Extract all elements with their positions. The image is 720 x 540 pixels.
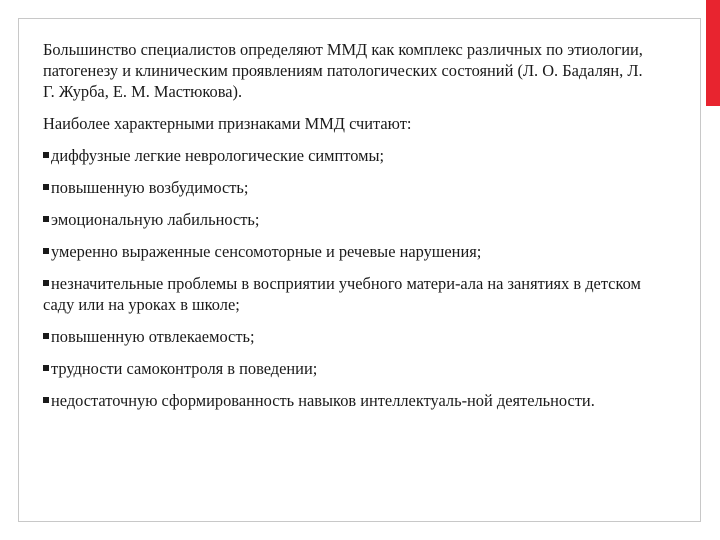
list-item: [43, 145, 643, 166]
square-bullet-icon: [43, 365, 49, 371]
list-item-text: трудности самоконтроля в поведении;: [51, 359, 318, 378]
list-item: [43, 241, 643, 262]
list-item: [43, 358, 643, 379]
list-item: [43, 390, 643, 411]
list-item-text: эмоциональную лабильность;: [51, 210, 260, 229]
square-bullet-icon: [43, 152, 49, 158]
list-item: [43, 209, 643, 230]
square-bullet-icon: [43, 333, 49, 339]
list-item-text: недостаточную сформированность навыков интеллектуаль-ной деятельности.: [51, 391, 595, 410]
list-item-text: незначительные проблемы в восприятии учебного матери-ала на занятиях в детском саду или на уроках в школе;: [43, 274, 641, 314]
list-item-text: повышенную отвлекаемость;: [51, 327, 255, 346]
square-bullet-icon: [43, 397, 49, 403]
intro-paragraph: Большинство специалистов определяют ММД как комплекс различных по этиологии, патогенезу и клиническим проявлениям патологических состояний (Л. О. Бадалян, Л. Г. Журба, Е. М. Мастюкова).: [43, 40, 643, 101]
square-bullet-icon: [43, 184, 49, 190]
list-item: [43, 273, 643, 315]
square-bullet-icon: [43, 216, 49, 222]
list-item: [43, 326, 643, 347]
lead-paragraph: Наиболее характерными признаками ММД считают:: [43, 114, 412, 133]
list-item-text: повышенную возбудимость;: [51, 178, 249, 197]
square-bullet-icon: [43, 280, 49, 286]
list-item: [43, 177, 643, 198]
list-item-text: диффузные легкие неврологические симптомы;: [51, 146, 385, 165]
square-bullet-icon: [43, 248, 49, 254]
bullet-list: [43, 145, 643, 411]
list-item-text: умеренно выраженные сенсомоторные и речевые нарушения;: [51, 242, 482, 261]
accent-bar: [706, 0, 720, 106]
slide-content: [43, 39, 643, 422]
